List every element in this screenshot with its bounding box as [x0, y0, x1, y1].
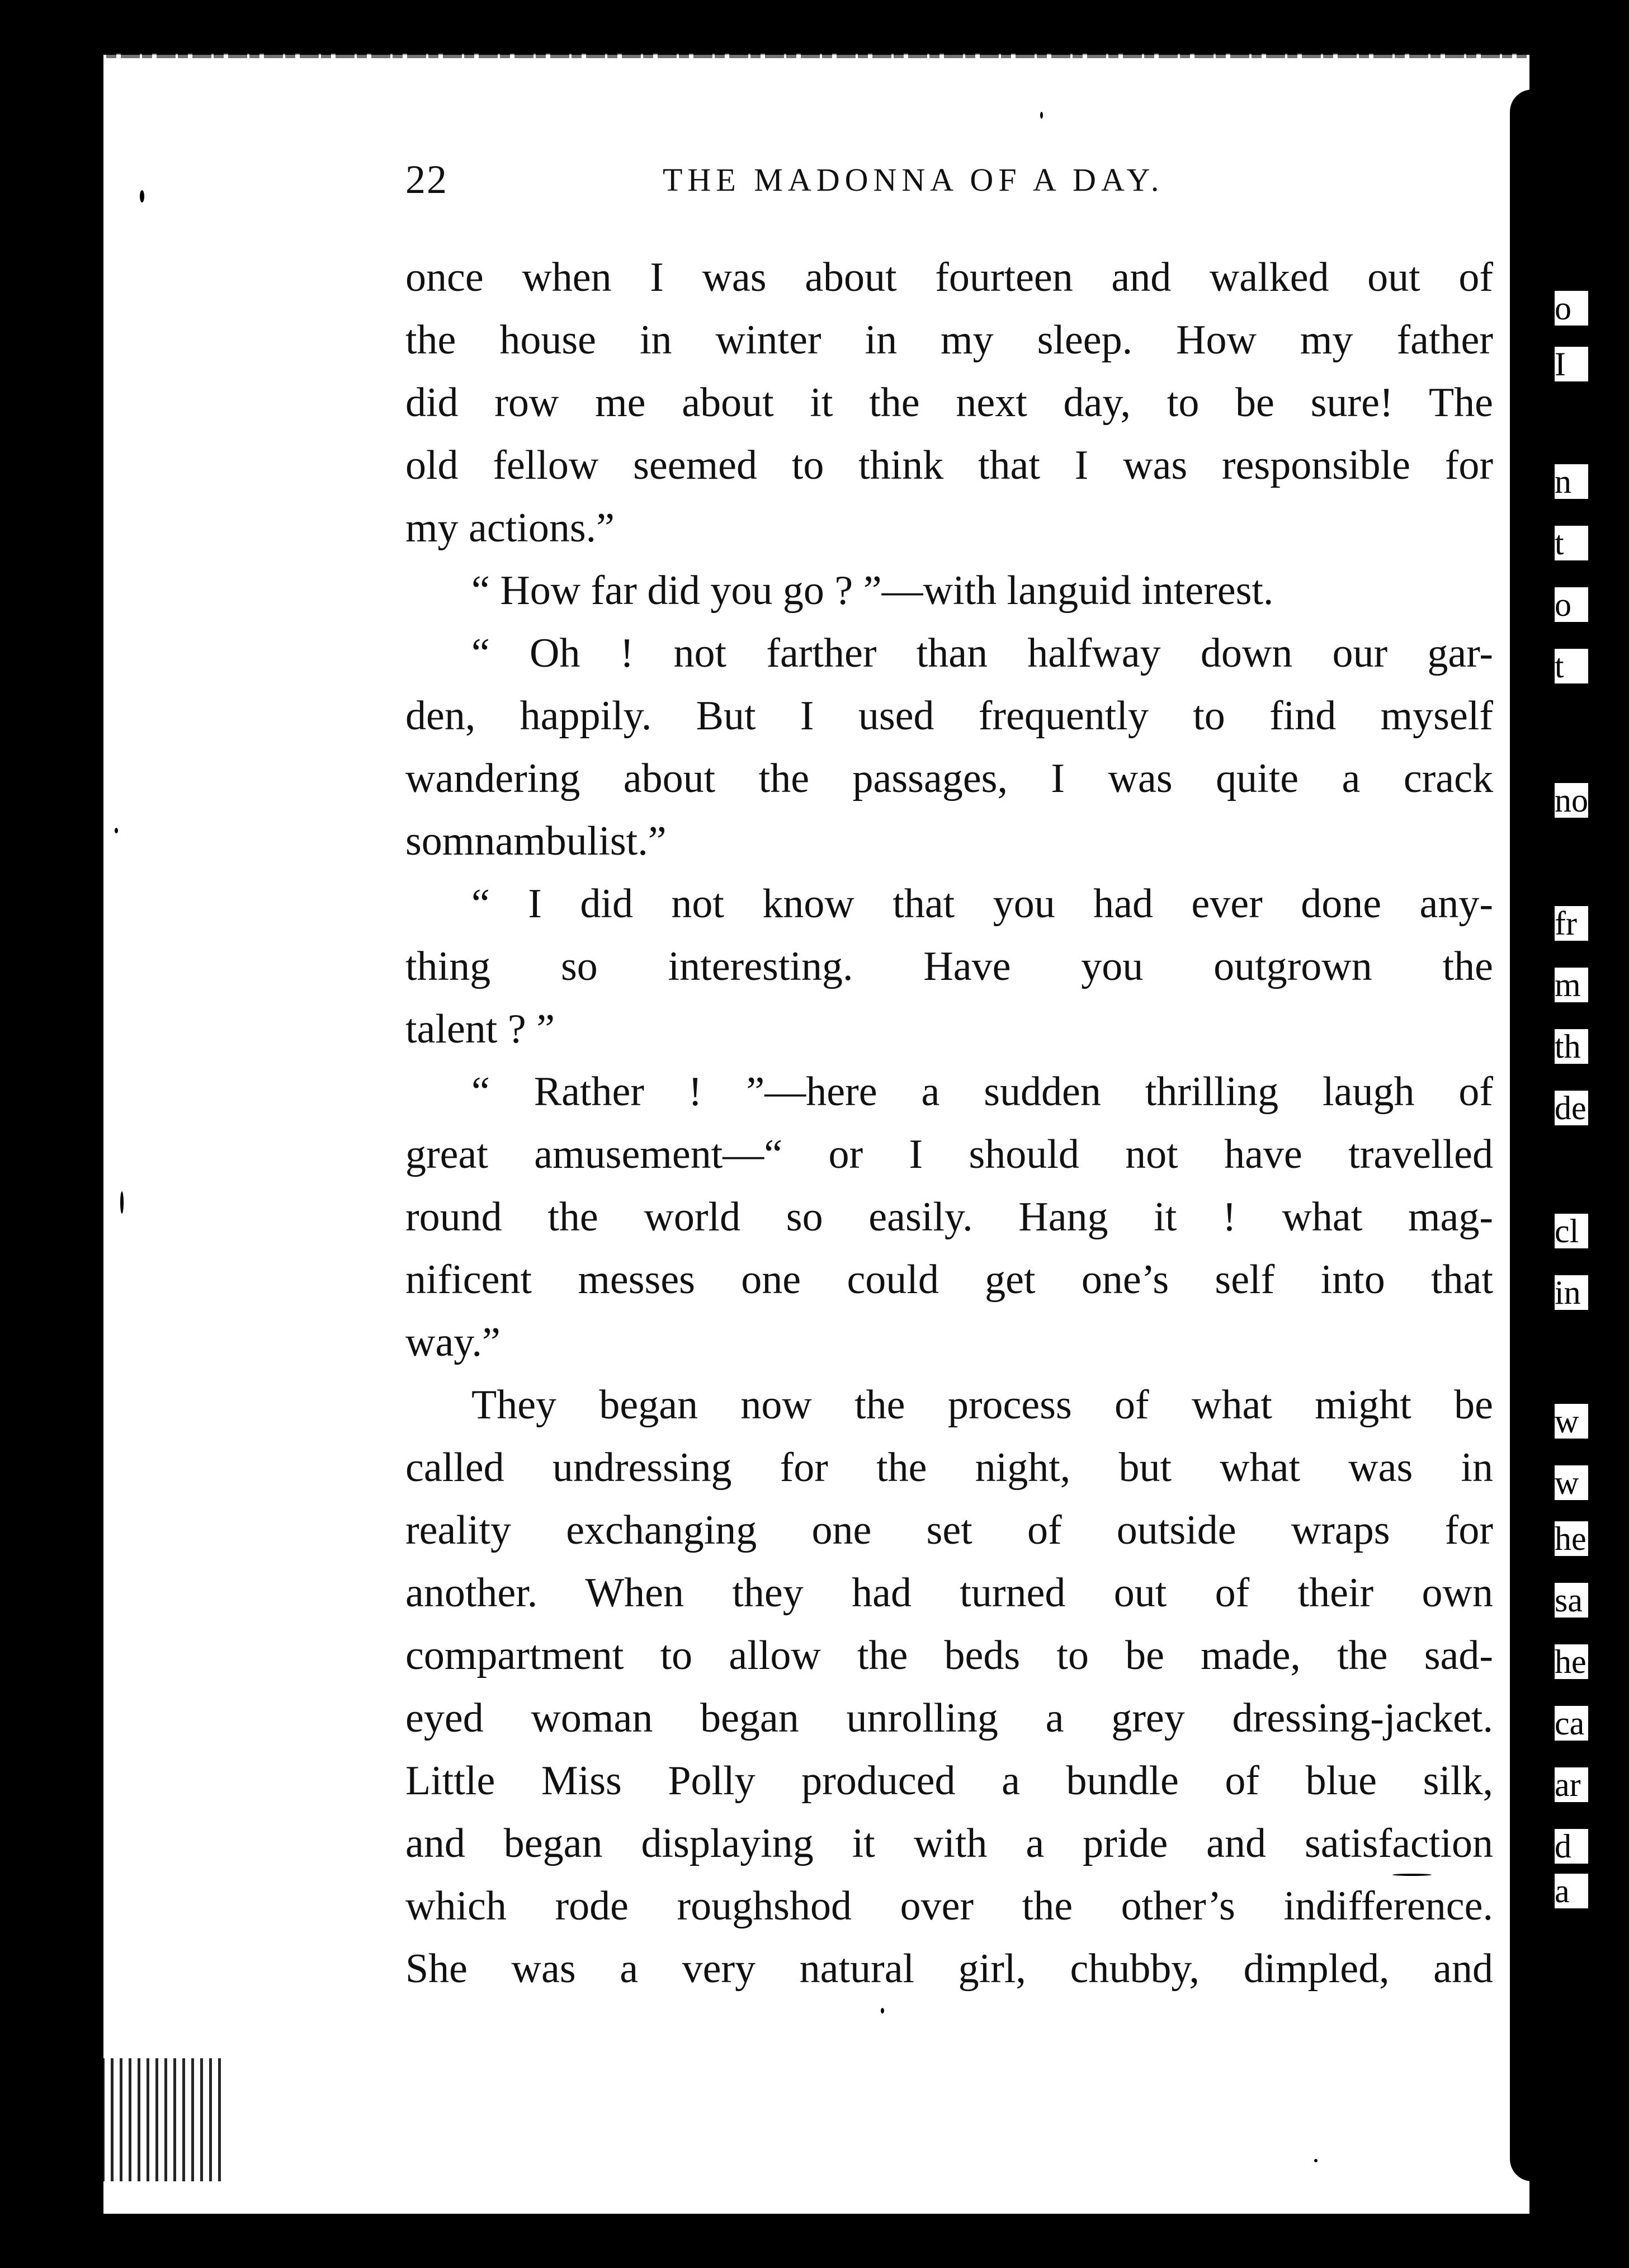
text-line: old fellow seemed to think that I was responsible for: [405, 442, 1493, 488]
facing-page-fragment: th: [1555, 1029, 1588, 1064]
facing-page-fragment: de: [1555, 1091, 1588, 1125]
text-line: “ How far did you go ? ”—with languid interest.: [471, 568, 1274, 614]
text-line: nificent messes one could get one’s self into that: [405, 1257, 1493, 1303]
text-line: great amusement—“ or I should not have travelled: [405, 1131, 1493, 1177]
text-line: They began now the process of what might be: [471, 1382, 1493, 1428]
text-line: which rode roughshod over the other’s indifference.: [405, 1883, 1493, 1929]
text-line: another. When they had turned out of their own: [405, 1570, 1493, 1616]
facing-page-edge: [1538, 241, 1588, 1907]
text-line: way.”: [405, 1319, 500, 1365]
speck: [115, 828, 118, 833]
facing-page-fragment: sa: [1555, 1583, 1588, 1618]
text-line: compartment to allow the beds to be made, the sad-: [405, 1633, 1493, 1678]
text-line: “ I did not know that you had ever done any-: [471, 881, 1493, 927]
facing-page-fragment: he: [1555, 1644, 1588, 1679]
facing-page-fragment: t: [1555, 649, 1588, 683]
speck: [120, 1191, 124, 1214]
facing-page-fragment: ca: [1555, 1706, 1588, 1741]
page-number: 22: [405, 157, 448, 202]
facing-page-fragment: I: [1555, 347, 1588, 381]
speck: [1392, 1874, 1432, 1876]
page-body-text: [405, 246, 1493, 2000]
text-line: wandering about the passages, I was quite a crack: [405, 756, 1493, 801]
text-line: eyed woman began unrolling a grey dressing-jacket.: [405, 1695, 1493, 1741]
speck: [881, 2008, 884, 2014]
page-header: [405, 157, 1485, 207]
text-line: thing so interesting. Have you outgrown the: [405, 944, 1493, 989]
facing-page-fragment: he: [1555, 1521, 1588, 1556]
text-line: talent ? ”: [405, 1006, 555, 1052]
facing-page-fragment: no: [1555, 783, 1588, 818]
running-title: THE MADONNA OF A DAY.: [663, 162, 1164, 198]
text-line: somnambulist.”: [405, 818, 667, 864]
facing-page-fragment: n: [1555, 464, 1588, 499]
text-line: den, happily. But I used frequently to find myself: [405, 693, 1493, 739]
speck: [140, 190, 144, 202]
facing-page-fragment: in: [1555, 1275, 1588, 1310]
facing-page-fragment: w: [1555, 1404, 1588, 1439]
text-line: did row me about it the next day, to be sure! The: [405, 380, 1493, 426]
text-line: the house in winter in my sleep. How my father: [405, 317, 1493, 363]
speck: [1040, 112, 1043, 119]
page-top-edge: [106, 54, 1527, 58]
facing-page-fragment: a: [1555, 1874, 1588, 1908]
text-line: my actions.”: [405, 505, 615, 551]
facing-page-fragment: fr: [1555, 906, 1588, 941]
facing-page-fragment: o: [1555, 291, 1588, 326]
text-line: round the world so easily. Hang it ! what mag-: [405, 1194, 1493, 1240]
facing-page-fragment: o: [1555, 587, 1588, 622]
facing-page-fragment: w: [1555, 1465, 1588, 1500]
text-line: Little Miss Polly produced a bundle of blue silk,: [405, 1758, 1493, 1804]
facing-page-fragment: d: [1555, 1829, 1588, 1864]
text-line: and began displaying it with a pride and satisfaction: [405, 1821, 1493, 1866]
facing-page-fragment: m: [1555, 968, 1588, 1002]
facing-page-fragment: ar: [1555, 1767, 1588, 1802]
text-line: once when I was about fourteen and walked out of: [405, 254, 1493, 300]
text-line: “ Rather ! ”—here a sudden thrilling laugh of: [471, 1069, 1493, 1115]
text-line: She was a very natural girl, chubby, dimpled, and: [405, 1946, 1493, 1992]
speck: [1314, 2159, 1318, 2162]
speck: [89, 1756, 93, 1790]
text-line: called undressing for the night, but what was in: [405, 1445, 1493, 1491]
facing-page-fragment: cl: [1555, 1214, 1588, 1248]
page-edge-marks: [84, 2058, 224, 2181]
text-line: “ Oh ! not farther than halfway down our gar-: [471, 630, 1493, 676]
text-line: reality exchanging one set of outside wraps for: [405, 1507, 1493, 1553]
facing-page-fragment: t: [1555, 526, 1588, 560]
